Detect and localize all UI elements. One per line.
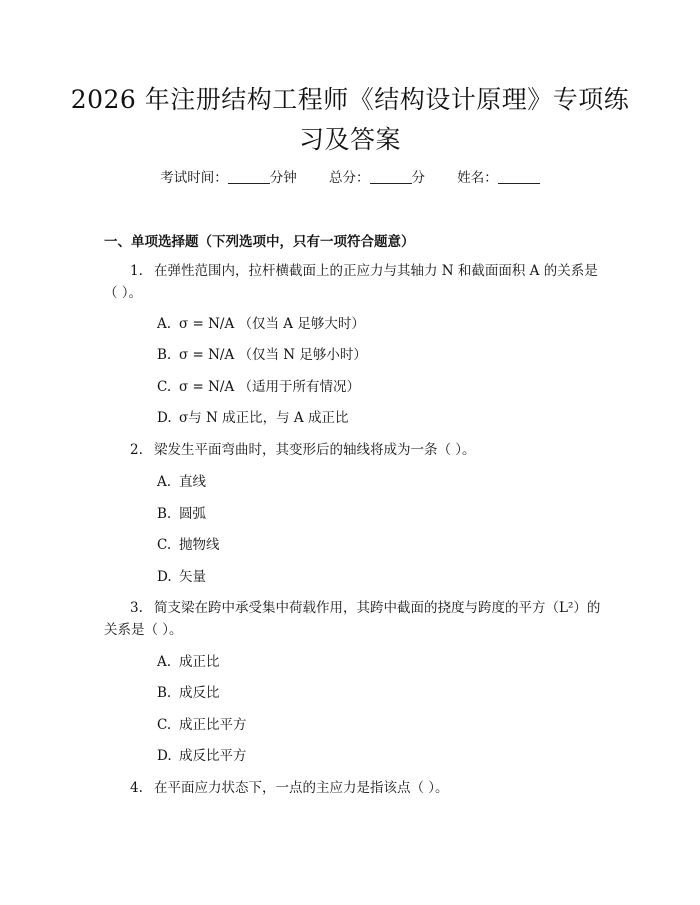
option-text: 成反比平方 — [179, 748, 247, 764]
option-letter: A. — [157, 474, 172, 490]
question-text: 在弹性范围内，拉杆横截面上的正应力与其轴力 N 和截面面积 A 的关系是（ ）。 — [104, 263, 598, 301]
question-number: 3. — [130, 600, 143, 616]
question-2 — [104, 439, 608, 461]
exam-time — [160, 168, 297, 188]
option-letter: D. — [157, 748, 172, 764]
question-number: 1. — [130, 263, 143, 279]
option-letter: D. — [157, 569, 172, 585]
option-text: 成正比平方 — [179, 717, 247, 733]
option-1c[interactable] — [157, 377, 360, 397]
student-name-label: 姓名： — [457, 170, 498, 186]
option-text: σ = N/A （仅当 N 足够小时） — [179, 347, 367, 363]
question-1 — [104, 260, 608, 304]
option-text: 成反比 — [179, 685, 220, 701]
question-number: 4. — [130, 780, 143, 796]
option-text: σ与 N 成正比，与 A 成正比 — [179, 410, 349, 426]
total-score — [329, 168, 425, 188]
option-text: σ = N/A （仅当 A 足够大时） — [179, 316, 365, 332]
exam-time-blank[interactable] — [228, 169, 270, 184]
option-letter: C. — [157, 379, 172, 395]
option-3b[interactable] — [157, 683, 220, 703]
question-text: 简支梁在跨中承受集中荷载作用，其跨中截面的挠度与跨度的平方（L²）的关系是（ ）。 — [104, 600, 601, 638]
option-letter: B. — [157, 685, 172, 701]
option-letter: B. — [157, 347, 172, 363]
option-1a[interactable] — [157, 314, 365, 334]
option-text: 成正比 — [179, 654, 220, 670]
option-text: 矢量 — [179, 569, 206, 585]
total-score-blank[interactable] — [370, 169, 412, 184]
total-score-unit: 分 — [411, 170, 425, 186]
student-name-blank[interactable] — [498, 169, 540, 184]
option-1d[interactable] — [157, 408, 348, 428]
option-letter: B. — [157, 506, 172, 522]
section-heading: 一、单项选择题（下列选项中，只有一项符合题意） — [104, 234, 415, 250]
student-name — [457, 168, 540, 188]
option-letter: C. — [157, 537, 172, 553]
exam-time-label: 考试时间： — [160, 170, 228, 186]
option-3c[interactable] — [157, 715, 247, 735]
option-letter: A. — [157, 654, 172, 670]
question-text: 梁发生平面弯曲时，其变形后的轴线将成为一条（ ）。 — [154, 442, 476, 458]
page-title: 2026 年注册结构工程师《结构设计原理》专项练习及答案 — [70, 85, 630, 154]
question-4 — [104, 777, 608, 799]
question-text: 在平面应力状态下，一点的主应力是指该点（ ）。 — [154, 780, 449, 796]
total-score-label: 总分： — [329, 170, 370, 186]
option-text: 圆弧 — [179, 506, 206, 522]
option-2a[interactable] — [157, 472, 206, 492]
option-letter: D. — [157, 410, 172, 426]
option-3d[interactable] — [157, 746, 247, 766]
option-2b[interactable] — [157, 504, 206, 524]
option-1b[interactable] — [157, 345, 367, 365]
option-2d[interactable] — [157, 567, 206, 587]
option-3a[interactable] — [157, 652, 220, 672]
exam-time-unit: 分钟 — [269, 170, 297, 186]
option-2c[interactable] — [157, 535, 220, 555]
option-letter: C. — [157, 717, 172, 733]
option-text: 抛物线 — [179, 537, 220, 553]
option-text: 直线 — [179, 474, 206, 490]
question-number: 2. — [130, 442, 143, 458]
option-text: σ = N/A （适用于所有情况） — [179, 379, 361, 395]
question-3 — [104, 597, 608, 641]
option-letter: A. — [157, 316, 172, 332]
exam-info — [0, 168, 700, 188]
